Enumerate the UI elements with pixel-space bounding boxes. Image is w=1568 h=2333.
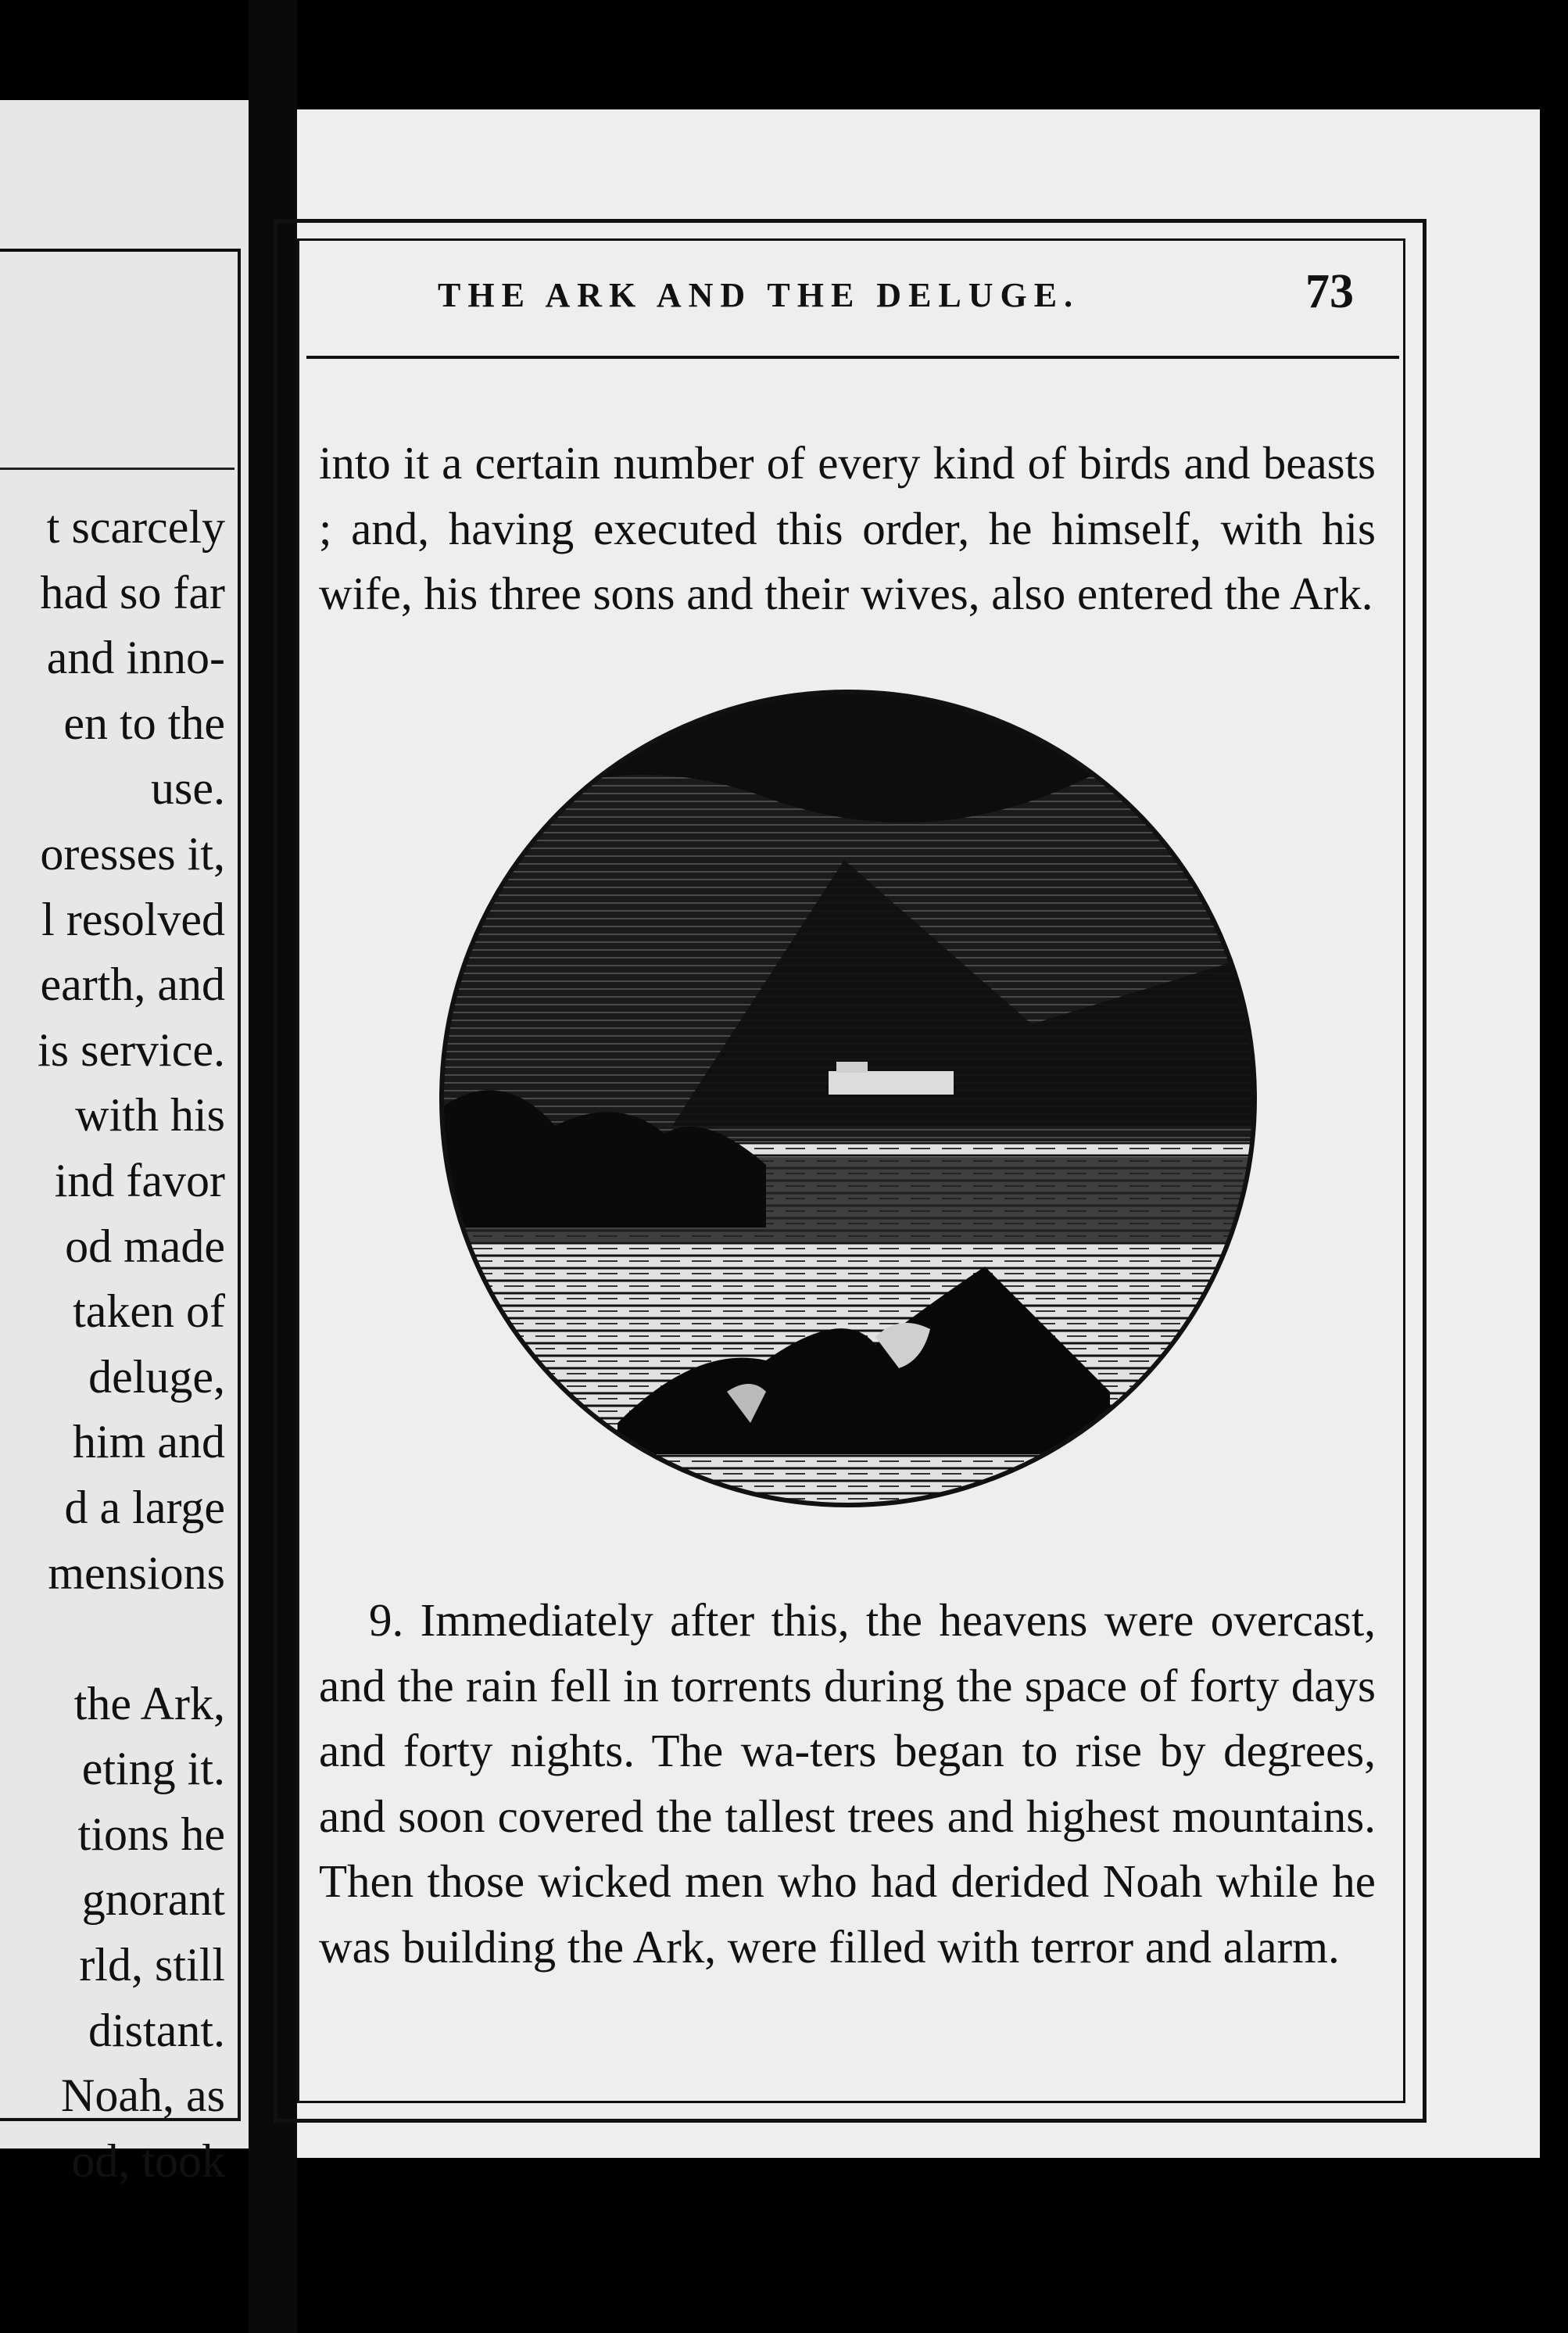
left-page-line: od made <box>65 1220 225 1272</box>
ark-on-flood-illustration <box>438 688 1258 1509</box>
paragraph-continued: into it a certain number of every kind of birds and beasts ; and, having executed this order, he himself, with his wife, his three sons and their wives, also entered the Ark. <box>319 437 1376 619</box>
left-page-line: rld, still <box>79 1939 225 1991</box>
left-page-line: had so far <box>40 566 225 618</box>
left-page-line: mensions <box>48 1546 225 1599</box>
left-page-line: eting it. <box>81 1743 225 1795</box>
running-head: THE ARK AND THE DELUGE. <box>438 276 1080 314</box>
left-page-line: is service. <box>38 1023 225 1076</box>
left-page-fragment <box>0 100 249 2187</box>
left-page-line: Noah, as <box>61 2070 225 2122</box>
paragraph-9: 9. Immediately after this, the heavens were overcast, and the rain fell in torrents during the space of forty days and forty nights. The wa-ters began to rise by degrees, and soon covered the tallest trees and highest mountains. Then those wicked men who had derided Noah while he was building the Ark, were filled with terror and alarm. <box>319 1594 1376 1973</box>
left-page-line: the Ark, <box>73 1677 225 1729</box>
left-page-line: distant. <box>88 2004 225 2056</box>
left-page-line <box>0 1606 225 1672</box>
ark-shape <box>829 1071 954 1095</box>
left-page-line: tions he <box>77 1808 225 1860</box>
left-page-line: t scarcely <box>46 501 225 553</box>
left-page-line: deluge, <box>88 1350 225 1403</box>
left-page-text <box>0 495 225 2194</box>
left-page-line: him and <box>73 1416 225 1468</box>
header-rule <box>306 356 1399 359</box>
left-page-line: l resolved <box>41 893 225 945</box>
left-page-line: use. <box>151 762 225 815</box>
left-page-line: en to the <box>63 697 225 749</box>
left-page-line: earth, and <box>40 959 225 1011</box>
page-number: 73 <box>1305 265 1354 318</box>
left-page-line: and inno- <box>46 632 225 684</box>
left-page-line: with his <box>75 1089 225 1141</box>
left-page-line: od, took <box>71 2134 225 2187</box>
left-page-line: oresses it, <box>40 827 225 880</box>
left-page-line: gnorant <box>81 1873 225 1926</box>
left-header-rule <box>0 468 234 470</box>
left-page-line: taken of <box>73 1285 225 1338</box>
left-page-line: d a large <box>64 1481 225 1533</box>
left-page-line: ind favor <box>54 1154 225 1206</box>
